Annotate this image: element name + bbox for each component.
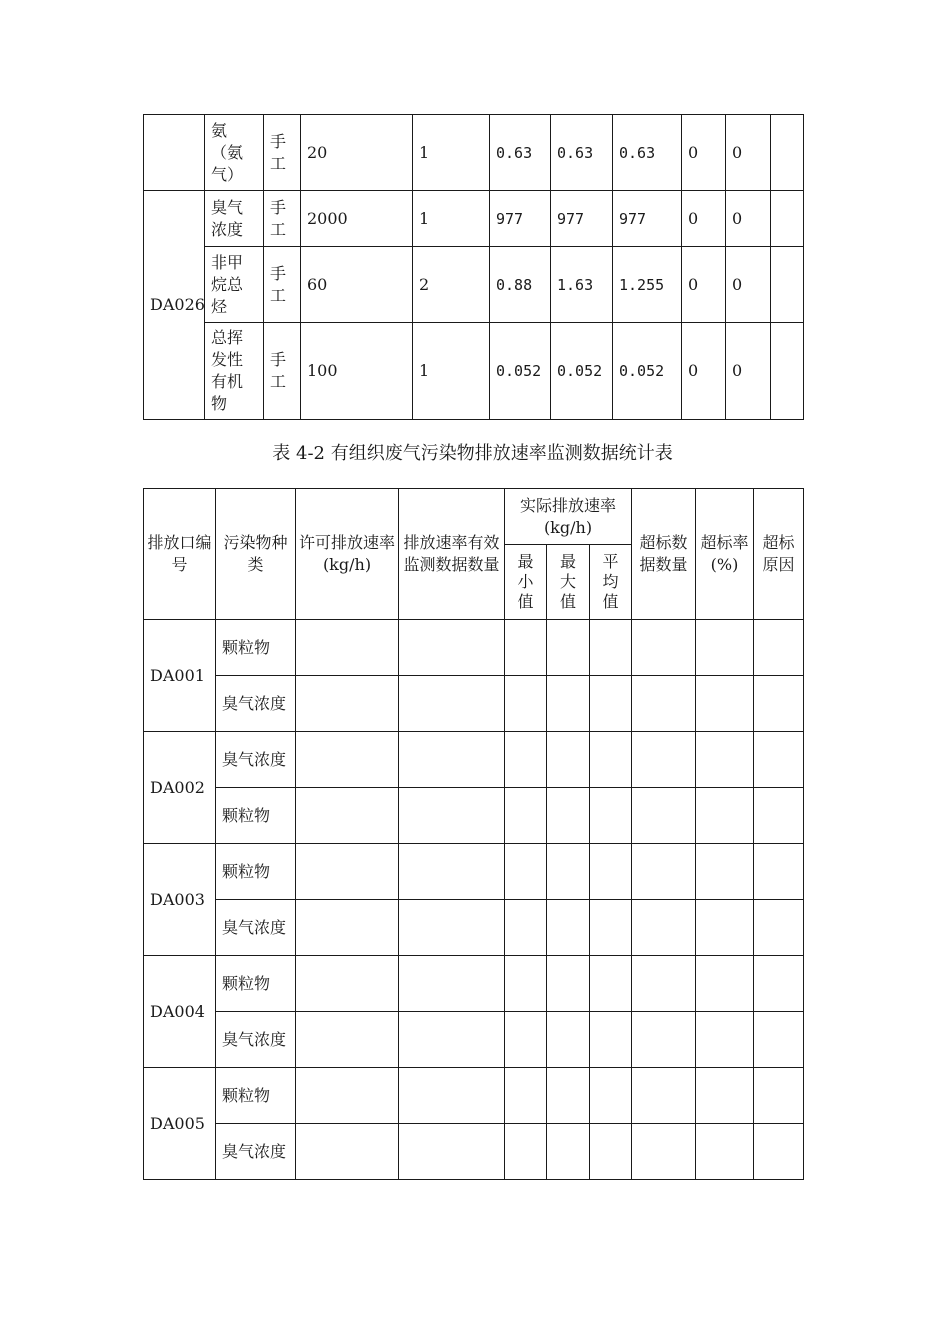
header-avg: 平均值: [602, 551, 619, 611]
table-row: [144, 115, 804, 191]
header-permitted-rate: 许可排放速率(kg/h): [296, 489, 399, 620]
cell-avg: 977: [613, 191, 682, 247]
cell-empty: [547, 900, 590, 956]
cell-empty: [399, 676, 505, 732]
cell-empty: [632, 620, 696, 676]
cell-empty: [296, 732, 399, 788]
table-row: [144, 676, 804, 732]
cell-method: 手 工: [264, 191, 301, 247]
cell-empty: [547, 956, 590, 1012]
cell-pollutant: 总挥 发性 有机 物: [205, 323, 264, 420]
cell-outlet: DA004: [144, 956, 216, 1068]
cell-empty: [505, 788, 547, 844]
cell-empty: [696, 844, 754, 900]
cell-empty: [696, 788, 754, 844]
cell-max: 0.052: [551, 323, 613, 420]
cell-empty: [296, 1124, 399, 1180]
cell-empty: [296, 956, 399, 1012]
cell-max: 0.63: [551, 115, 613, 191]
cell-pollutant: 臭气浓度: [216, 1012, 296, 1068]
cell-count: 1: [413, 191, 490, 247]
table-row: [144, 1124, 804, 1180]
cell-exceed-count: 0: [682, 191, 726, 247]
table-caption: 表 4-2 有组织废气污染物排放速率监测数据统计表: [272, 443, 673, 464]
cell-exceed-rate: 0: [726, 323, 771, 420]
cell-limit: 2000: [301, 191, 413, 247]
cell-empty: [505, 956, 547, 1012]
table-row: [144, 788, 804, 844]
cell-empty: [590, 1012, 632, 1068]
cell-empty: [505, 900, 547, 956]
cell-pollutant: 臭气 浓度: [205, 191, 264, 247]
cell-empty: [696, 1124, 754, 1180]
cell-empty: [754, 1068, 804, 1124]
cell-empty: [505, 620, 547, 676]
cell-avg: 0.052: [613, 323, 682, 420]
cell-min: 0.88: [490, 247, 551, 323]
cell-empty: [754, 844, 804, 900]
table-row: [144, 900, 804, 956]
cell-outlet: DA005: [144, 1068, 216, 1180]
cell-pollutant: 臭气浓度: [216, 732, 296, 788]
cell-empty: [632, 732, 696, 788]
cell-empty: [590, 732, 632, 788]
cell-limit: 60: [301, 247, 413, 323]
cell-empty: [590, 676, 632, 732]
cell-method: 手 工: [264, 247, 301, 323]
cell-exceed-count: 0: [682, 247, 726, 323]
cell-empty: [696, 732, 754, 788]
cell-empty: [754, 620, 804, 676]
cell-empty: [399, 1012, 505, 1068]
cell-avg: 0.63: [613, 115, 682, 191]
cell-avg: 1.255: [613, 247, 682, 323]
table-row: [144, 1068, 804, 1124]
cell-empty: [296, 676, 399, 732]
cell-reason: [771, 323, 804, 420]
cell-exceed-count: 0: [682, 115, 726, 191]
cell-empty: [399, 620, 505, 676]
emission-rate-table-body: [144, 620, 804, 1180]
cell-empty: [754, 676, 804, 732]
cell-method: 手 工: [264, 323, 301, 420]
continued-table: [143, 114, 804, 420]
cell-outlet: DA002: [144, 732, 216, 844]
cell-empty: [632, 956, 696, 1012]
table-row: [144, 844, 804, 900]
header-reason: 超标原因: [754, 489, 804, 620]
cell-empty: [296, 1012, 399, 1068]
cell-pollutant: 臭气浓度: [216, 1124, 296, 1180]
cell-pollutant: 氨 （氨 气）: [205, 115, 264, 191]
cell-empty: [505, 732, 547, 788]
cell-empty: [590, 620, 632, 676]
cell-empty: [754, 1012, 804, 1068]
cell-reason: [771, 247, 804, 323]
cell-empty: [399, 1124, 505, 1180]
cell-method: 手 工: [264, 115, 301, 191]
cell-pollutant: 颗粒物: [216, 1068, 296, 1124]
cell-reason: [771, 191, 804, 247]
cell-empty: [632, 676, 696, 732]
cell-empty: [505, 844, 547, 900]
header-max: 最大值: [560, 551, 577, 611]
header-exceed-count: 超标数据数量: [632, 489, 696, 620]
cell-pollutant: 颗粒物: [216, 956, 296, 1012]
cell-pollutant: 臭气浓度: [216, 676, 296, 732]
cell-empty: [632, 1124, 696, 1180]
cell-limit: 20: [301, 115, 413, 191]
cell-empty: [696, 1068, 754, 1124]
cell-empty: [399, 732, 505, 788]
cell-empty: [632, 1012, 696, 1068]
cell-limit: 100: [301, 323, 413, 420]
header-min: 最小值: [517, 551, 534, 611]
cell-empty: [590, 900, 632, 956]
cell-count: 1: [413, 323, 490, 420]
header-actual-rate: 实际排放速率(kg/h): [505, 489, 632, 545]
cell-empty: [696, 676, 754, 732]
cell-empty: [590, 1068, 632, 1124]
table-row: [144, 732, 804, 788]
cell-empty: [632, 844, 696, 900]
cell-empty: [696, 956, 754, 1012]
cell-pollutant: 颗粒物: [216, 620, 296, 676]
cell-empty: [399, 900, 505, 956]
table-row: [144, 956, 804, 1012]
cell-empty: [399, 956, 505, 1012]
cell-pollutant: 颗粒物: [216, 844, 296, 900]
cell-empty: [296, 1068, 399, 1124]
cell-empty: [296, 788, 399, 844]
cell-empty: [632, 1068, 696, 1124]
cell-empty: [296, 900, 399, 956]
cell-empty: [696, 620, 754, 676]
header-min-cell: [505, 545, 547, 620]
cell-empty: [590, 956, 632, 1012]
table-row: [144, 247, 804, 323]
cell-empty: [590, 1124, 632, 1180]
cell-empty: [296, 844, 399, 900]
continued-table-body: [144, 115, 804, 420]
cell-empty: [547, 1012, 590, 1068]
cell-count: 2: [413, 247, 490, 323]
emission-rate-table: [143, 488, 804, 1180]
cell-outlet: DA003: [144, 844, 216, 956]
cell-empty: [754, 956, 804, 1012]
cell-empty: [754, 1124, 804, 1180]
cell-exceed-rate: 0: [726, 115, 771, 191]
cell-empty: [296, 620, 399, 676]
cell-max: 1.63: [551, 247, 613, 323]
cell-min: 977: [490, 191, 551, 247]
cell-empty: [547, 620, 590, 676]
cell-empty: [547, 844, 590, 900]
cell-empty: [505, 1012, 547, 1068]
cell-pollutant: 臭气浓度: [216, 900, 296, 956]
header-pollutant: 污染物种类: [216, 489, 296, 620]
header-outlet: 排放口编号: [144, 489, 216, 620]
cell-reason: [771, 115, 804, 191]
cell-empty: [632, 900, 696, 956]
cell-empty: [547, 676, 590, 732]
cell-empty: [399, 788, 505, 844]
cell-exceed-count: 0: [682, 323, 726, 420]
cell-exceed-rate: 0: [726, 191, 771, 247]
header-exceed-rate: 超标率(%): [696, 489, 754, 620]
table-row: [144, 1012, 804, 1068]
cell-min: 0.63: [490, 115, 551, 191]
cell-empty: [754, 900, 804, 956]
header-valid-count: 排放速率有效监测数据数量: [399, 489, 505, 620]
cell-empty: [696, 900, 754, 956]
cell-empty: [505, 1068, 547, 1124]
cell-empty: [547, 788, 590, 844]
cell-empty: [547, 1124, 590, 1180]
header-max-cell: [547, 545, 590, 620]
table-row: [144, 620, 804, 676]
table-row: [144, 323, 804, 420]
table-row: [144, 191, 804, 247]
cell-empty: [696, 1012, 754, 1068]
cell-empty: [632, 788, 696, 844]
cell-max: 977: [551, 191, 613, 247]
cell-empty: [399, 844, 505, 900]
header-avg-cell: [590, 545, 632, 620]
cell-count: 1: [413, 115, 490, 191]
cell-exceed-rate: 0: [726, 247, 771, 323]
cell-pollutant: 非甲 烷总 烃: [205, 247, 264, 323]
cell-empty: [547, 1068, 590, 1124]
cell-outlet: DA001: [144, 620, 216, 732]
cell-empty: [754, 732, 804, 788]
cell-empty: [754, 788, 804, 844]
cell-empty: [547, 732, 590, 788]
cell-empty: [590, 844, 632, 900]
cell-pollutant: 颗粒物: [216, 788, 296, 844]
cell-min: 0.052: [490, 323, 551, 420]
cell-outlet: [144, 115, 205, 191]
cell-outlet: DA026: [144, 191, 205, 420]
cell-empty: [399, 1068, 505, 1124]
cell-empty: [505, 676, 547, 732]
cell-empty: [590, 788, 632, 844]
cell-empty: [505, 1124, 547, 1180]
